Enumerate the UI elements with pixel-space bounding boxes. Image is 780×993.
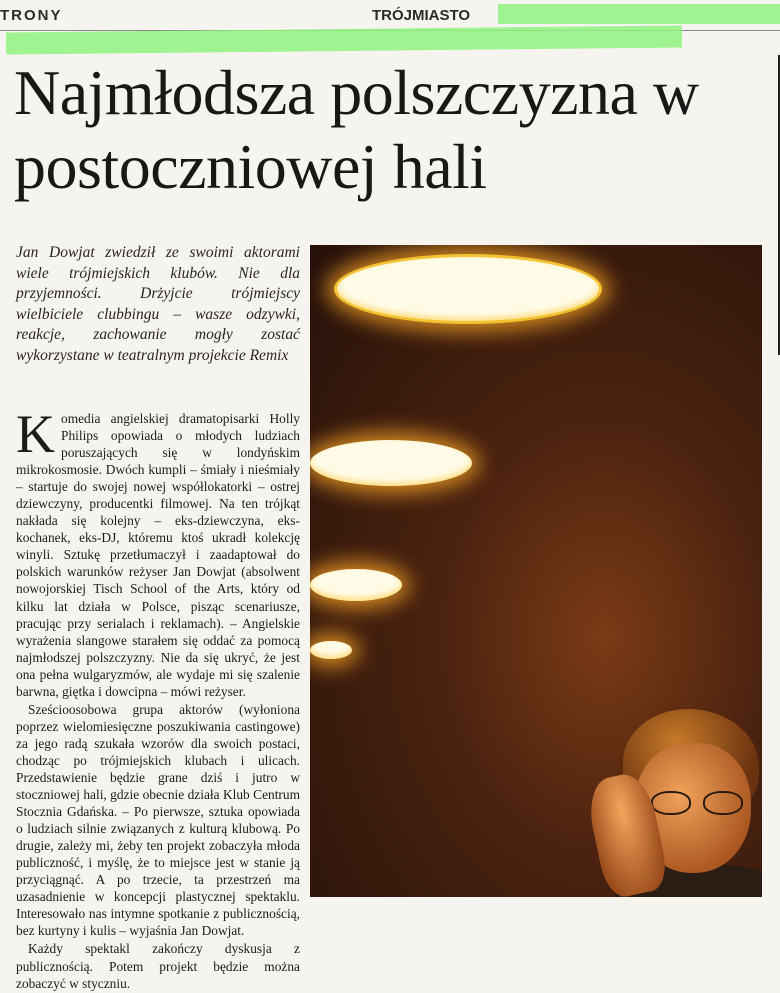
body-paragraph: Każdy spektakl zakończy dyskusja z publicznością. Potem projekt będzie można zobaczyć w styczniu. [16,941,300,991]
ceiling-light [310,440,472,486]
glasses-icon [647,791,747,813]
paragraph-text: omedia angielskiej dramatopisarki Holly Philips opowiada o młodych ludziach poruszających się w londyńskim mikrokosmosie. Dwóch kumpli – śmiały i nieśmiały – startuje do swojej nowej współlokatorki – ostrej dziewczyny, producentki filmowej. Na ten trójkąt nakłada się kolejny – eks-dziewczyna, eks-kochanek, eks-DJ, któremu ktoś ukradł kolekcję winyli. Sztukę przetłumaczył i zaadaptował do polskich warunków reżyser Jan Dowjat (absolwent nowojorskiej Tisch School of the Arts, który od kilku lat działa w Polsce, pisząc scenariusze, pracując przy serialach i reklamach). – Angielskie wyrażenia slangowe starałem się oddać za pomocą najmłodszej polszczyzny. Nie da się ukryć, że jest ona pełna wulgaryzmów, ale wydaje mi się szalenie barwna, giętka i dowcipna – mówi reżyser. [16,411,300,699]
section-label-trojmiasto: TRÓJMIASTO [372,7,471,24]
ceiling-light [310,641,352,659]
article-lead: Jan Dowjat zwiedził ze swoimi aktorami wiele trójmiejskich klubów. Nie dla przyjemności. Drżyjcie trójmiejscy wielbiciele clubbingu – wasze odzywki, reakcje, zachowanie mogły zostać wykorzystane w teatralnym projekcie Remix [16,244,300,364]
section-label-left: TRONY [0,7,63,24]
body-paragraph [16,404,300,700]
drop-cap: K [16,404,55,464]
ceiling-light [334,254,602,324]
director-portrait [595,705,762,897]
highlighter-mark [498,4,780,24]
body-paragraph: Sześcioosobowa grupa aktorów (wyłoniona poprzez wielomiesięczne poszukiwania castingowe) za jego radą szukała wzorów dla swoich postaci, chodząc po trójmiejskich klubach i ulicach. Przedstawienie będzie grane dziś i jutro w stoczniowej hali, gdzie obecnie działa Klub Centrum Stocznia Gdańska. – Po pierwsze, sztuka opowiada o ludziach silnie związanych z kulturą klubową. Po drugie, zależy mi, żeby ten projekt zobaczyła młoda publiczność, i myślę, że to miejsce jest w stanie ją przyciągnąć. A po trzecie, ta przestrzeń ma uzasadnienie w koncepcji plastycznej spektaklu. Interesowało nas intymne spotkanie z publicznością, bez kurtyny i kulis – wyjaśnia Jan Dowjat. [16,701,300,939]
article-body [16,404,300,993]
article-photo [310,245,762,897]
article-headline: Najmłodsza polszczyzna w postoczniowej hali [14,57,699,202]
ceiling-light [310,569,402,601]
